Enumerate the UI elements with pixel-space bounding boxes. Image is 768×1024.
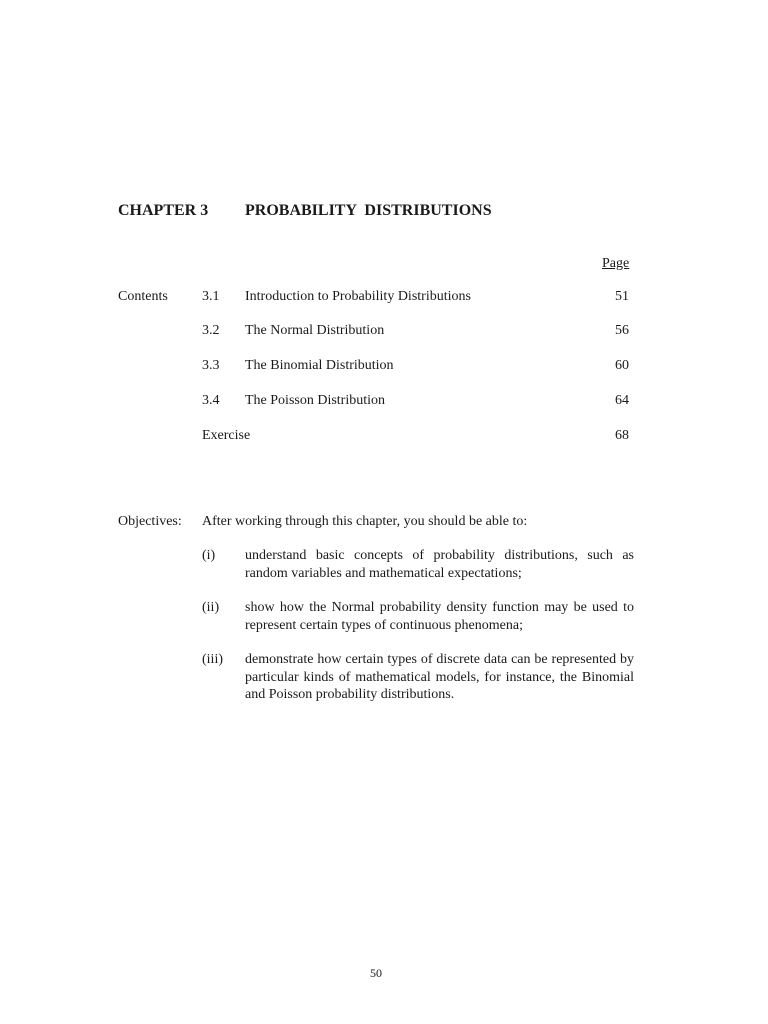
toc-entry-page: 51 [615,289,629,304]
toc-entry-number: 3.2 [202,323,220,338]
objective-text: demonstrate how certain types of discrete data can be represented by particular kinds of mathematical models, for instance, the Binomial and Poisson probability distributions. [245,652,634,702]
toc-entry-page: 64 [615,393,629,408]
objectives-intro: After working through this chapter, you should be able to: [202,514,528,529]
objective-marker: (i) [202,548,216,563]
toc-entry-number: 3.1 [202,289,220,304]
chapter-number: CHAPTER 3 [118,202,209,219]
toc-entry-page: 56 [615,323,629,338]
toc-entry-number: 3.3 [202,358,220,373]
page-column-header: Page [602,256,630,271]
objective-marker: (iii) [202,652,223,667]
toc-exercise-page: 68 [615,428,629,443]
toc-entry-title: The Binomial Distribution [245,358,394,373]
toc-exercise-title: Exercise [202,428,251,443]
page-number: 50 [370,966,382,980]
chapter-title: PROBABILITY DISTRIBUTIONS [245,202,492,219]
toc-entry-title: The Poisson Distribution [245,393,386,408]
toc-entry-page: 60 [615,358,629,373]
contents-label: Contents [118,289,168,304]
objective-marker: (ii) [202,600,220,615]
objective-text: show how the Normal probability density function may be used to represent certain types of continuous phenomena; [245,600,634,633]
toc-entry-title: The Normal Distribution [245,323,385,338]
objective-text: understand basic concepts of probability distributions, such as random variables and mathematical expectations; [245,548,634,581]
toc-entry-title: Introduction to Probability Distributions [245,289,471,304]
objectives-label: Objectives: [118,514,182,529]
toc-entry-number: 3.4 [202,393,220,408]
